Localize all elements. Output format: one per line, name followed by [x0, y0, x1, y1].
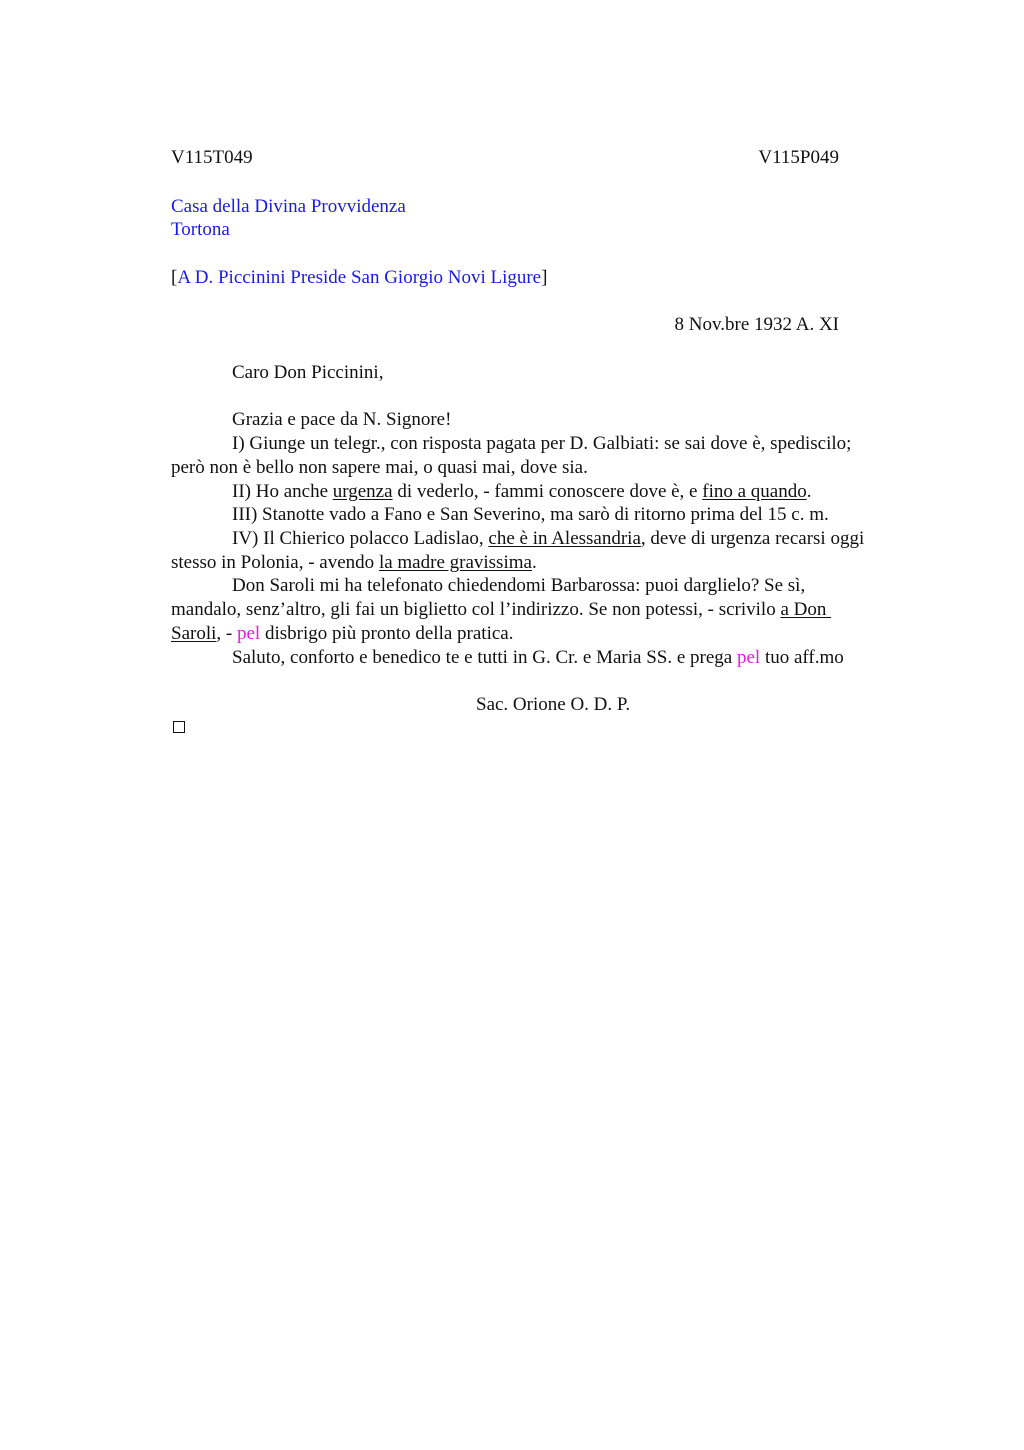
text-segment: di vederlo, - fammi conoscere dove è, e [392, 481, 703, 502]
signature: Sac. Orione O. D. P. [476, 694, 631, 715]
checkbox-icon[interactable] [173, 721, 185, 733]
paragraph-1-line-1: I) Giunge un telegr., con risposta pagata per D. Galbiati: se sai dove è, spediscilo; [232, 433, 852, 454]
text-segment: , deve di urgenza recarsi oggi [640, 528, 865, 549]
underlined-text: Saroli [171, 623, 217, 644]
recipient-close-bracket: ] [541, 267, 548, 288]
header-right-code: V115P049 [758, 147, 839, 168]
recipient-open-bracket: [ [171, 267, 178, 288]
letter-date: 8 Nov.bre 1932 A. XI [674, 314, 839, 335]
recipient-text: A D. Piccinini Preside San Giorgio Novi Ligure [177, 267, 542, 288]
text-segment: , - [216, 623, 237, 644]
paragraph-3: III) Stanotte vado a Fano e San Severino, ma sarò di ritorno prima del 15 c. m. [232, 504, 829, 525]
underlined-text: la madre gravissima [378, 552, 532, 573]
text-segment: IV) Il Chierico polacco Ladislao, [232, 528, 489, 549]
text-segment: II) Ho anche [232, 481, 333, 502]
underlined-text: che è in Alessandria [488, 528, 641, 549]
underlined-text: fino a quando [702, 481, 807, 502]
highlighted-word: pel [736, 647, 761, 668]
paragraph-5-line-2 [171, 599, 831, 621]
sender-line-1: Casa della Divina Provvidenza [171, 196, 406, 217]
text-segment: tuo aff.mo [760, 647, 844, 668]
sender-line-2: Tortona [171, 219, 230, 240]
text-segment: Saluto, conforto e benedico te e tutti in G. Cr. e Maria SS. e prega [232, 647, 737, 668]
paragraph-5-line-1: Don Saroli mi ha telefonato chiedendomi Barbarossa: puoi darglielo? Se sì, [232, 575, 806, 596]
header-left-code: V115T049 [171, 147, 253, 168]
recipient [171, 267, 547, 289]
text-segment: mandalo, senz’altro, gli fai un biglietto col l’indirizzo. Se non potessi, - scrivilo [171, 599, 781, 620]
paragraph-4-line-2 [171, 552, 537, 574]
paragraph-2 [232, 481, 811, 503]
paragraph-5-line-3 [171, 623, 513, 645]
greeting: Grazia e pace da N. Signore! [232, 409, 452, 430]
paragraph-1-line-2: però non è bello non sapere mai, o quasi mai, dove sia. [171, 457, 588, 478]
highlighted-word: pel [236, 623, 261, 644]
salutation: Caro Don Piccinini, [232, 362, 384, 383]
text-segment: disbrigo più pronto della pratica. [260, 623, 514, 644]
text-segment: stesso in Polonia, - avendo [171, 552, 379, 573]
paragraph-6 [232, 647, 844, 669]
text-segment: . [531, 552, 537, 573]
paragraph-4-line-1 [232, 528, 864, 550]
text-segment: . [806, 481, 812, 502]
underlined-text: a Don [780, 599, 832, 620]
underlined-text: urgenza [332, 481, 393, 502]
